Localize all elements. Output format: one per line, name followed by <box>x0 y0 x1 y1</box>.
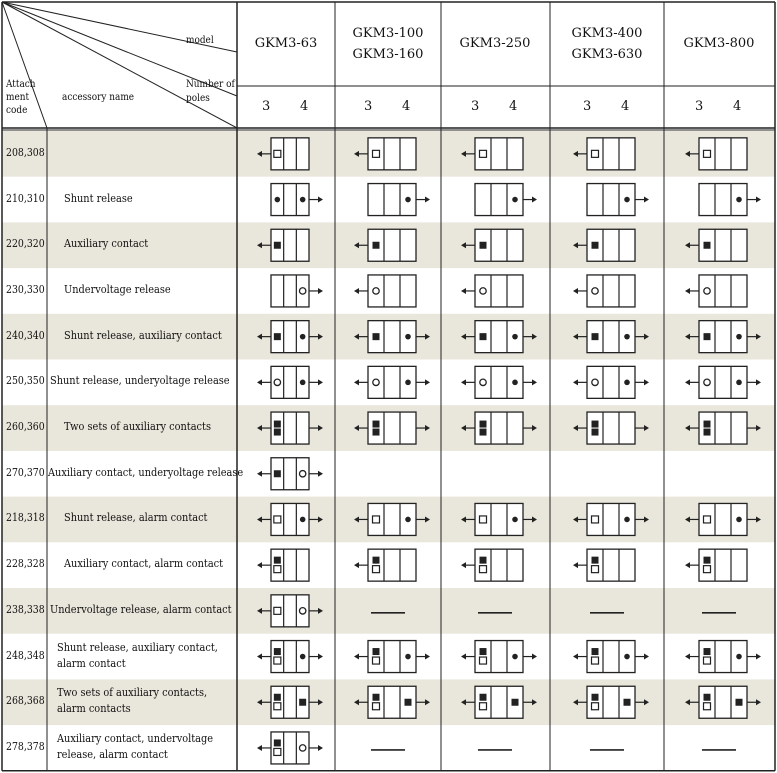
breaker-outline <box>587 275 635 307</box>
accessory-name: Auxiliary contact <box>64 236 149 251</box>
shunt-release-mark <box>512 517 518 523</box>
accessory-name: Auxiliary contact, alarm contact <box>64 556 224 571</box>
shunt-release-mark <box>624 334 630 340</box>
breaker-outline <box>368 412 416 444</box>
model-header-4: GKM3-400 <box>571 26 643 41</box>
accessory-symbol <box>257 458 323 490</box>
auxiliary-contact-mark <box>274 694 281 701</box>
accessory-symbol <box>461 366 537 398</box>
arrow-head <box>573 654 578 660</box>
attachment-code: 218,318 <box>6 511 45 525</box>
breaker-outline <box>475 275 523 307</box>
arrow-head <box>573 288 578 294</box>
auxiliary-contact-mark <box>736 699 743 706</box>
accessory-name: Two sets of auxiliary contacts, <box>57 685 208 700</box>
auxiliary-contact-mark <box>405 699 412 706</box>
model-header-1: GKM3-63 <box>254 36 318 51</box>
accessory-symbol <box>573 275 635 307</box>
accessory-symbol <box>271 184 323 216</box>
pole-number: 3 <box>471 99 480 114</box>
arrow-head <box>318 745 323 751</box>
arrow-head <box>257 471 262 477</box>
arrow-head <box>257 562 262 568</box>
auxiliary-contact-mark <box>373 333 380 340</box>
auxiliary-contact-mark <box>704 333 711 340</box>
accessory-name: Auxiliary contact, undervoltage <box>57 730 214 745</box>
accessory-name: alarm contacts <box>57 701 131 716</box>
shunt-release-mark <box>405 654 411 660</box>
shunt-release-mark <box>512 197 518 203</box>
code-header-label: code <box>6 104 28 116</box>
accessory-symbol <box>573 641 649 673</box>
accessory-symbol <box>257 549 309 581</box>
auxiliary-contact-mark <box>480 429 487 436</box>
shunt-release-mark <box>624 517 630 523</box>
arrow-head <box>257 379 262 385</box>
arrow-head <box>532 197 537 203</box>
pole-number: 4 <box>402 99 411 114</box>
shunt-release-mark <box>624 654 630 660</box>
accessory-symbol <box>685 275 747 307</box>
auxiliary-contact-mark <box>480 333 487 340</box>
accessory-symbol <box>573 549 635 581</box>
breaker-outline <box>475 138 523 170</box>
arrow-head <box>318 654 323 660</box>
attachment-code: 270,370 <box>6 465 45 479</box>
pole-number: 4 <box>509 99 518 114</box>
arrow-head <box>257 745 262 751</box>
auxiliary-contact-mark <box>592 694 599 701</box>
breaker-outline <box>368 275 416 307</box>
arrow-head <box>461 288 466 294</box>
pole-number: 3 <box>695 99 704 114</box>
arrow-head <box>354 562 359 568</box>
accessory-name: alarm contact <box>57 655 126 670</box>
auxiliary-contact-mark <box>373 557 380 564</box>
arrow-head <box>532 654 537 660</box>
accessory-name: Shunt release, alarm contact <box>64 510 208 525</box>
code-header-label: Attach <box>6 78 36 90</box>
model-header-2: GKM3-100 <box>352 26 424 41</box>
arrow-head <box>425 379 430 385</box>
pole-number: 4 <box>621 99 630 114</box>
auxiliary-contact-mark <box>274 421 281 428</box>
arrow-head <box>573 562 578 568</box>
attachment-code: 228,328 <box>6 557 45 571</box>
auxiliary-contact-mark <box>274 739 281 746</box>
auxiliary-contact-mark <box>624 699 631 706</box>
auxiliary-contact-mark <box>592 242 599 249</box>
shunt-release-mark <box>300 197 306 203</box>
code-header-label: ment <box>6 91 30 103</box>
arrow-head <box>644 379 649 385</box>
auxiliary-contact-mark <box>592 333 599 340</box>
accessory-symbol <box>257 732 323 764</box>
accessory-name: Auxiliary contact, underyoltage release <box>48 464 244 479</box>
arrow-head <box>318 288 323 294</box>
breaker-outline <box>368 138 416 170</box>
shunt-release-mark <box>275 334 281 340</box>
arrow-head <box>685 288 690 294</box>
model-label: model <box>186 34 214 46</box>
auxiliary-contact-mark <box>704 429 711 436</box>
auxiliary-contact-mark <box>704 694 711 701</box>
accessory-symbol <box>685 549 747 581</box>
auxiliary-contact-mark <box>480 694 487 701</box>
shunt-release-mark <box>300 517 306 523</box>
pole-number: 3 <box>583 99 592 114</box>
accessory-name: Undervoltage release <box>64 281 171 296</box>
attachment-code: 278,378 <box>6 739 45 753</box>
attachment-code: 240,340 <box>6 328 45 342</box>
auxiliary-contact-mark <box>299 699 306 706</box>
auxiliary-contact-mark <box>512 699 519 706</box>
auxiliary-contact-mark <box>274 429 281 436</box>
arrow-head <box>318 197 323 203</box>
breaker-outline <box>271 595 309 627</box>
poles-label: Number of <box>186 78 235 90</box>
arrow-head <box>644 654 649 660</box>
model-header-2: GKM3-160 <box>352 47 424 62</box>
breaker-outline <box>271 138 309 170</box>
breaker-outline <box>271 412 309 444</box>
shunt-release-mark <box>736 517 742 523</box>
shunt-release-mark <box>736 197 742 203</box>
accessory-symbol <box>461 549 523 581</box>
breaker-outline <box>699 138 747 170</box>
accessory-symbol <box>354 549 416 581</box>
accessory-symbol <box>354 275 416 307</box>
arrow-head <box>756 197 761 203</box>
attachment-code: 260,360 <box>6 420 45 434</box>
pole-number: 3 <box>364 99 373 114</box>
shunt-release-mark <box>275 197 281 203</box>
arrow-head <box>461 562 466 568</box>
arrow-head <box>461 379 466 385</box>
auxiliary-contact-mark <box>373 648 380 655</box>
shunt-release-mark <box>405 517 411 523</box>
shunt-release-mark <box>624 380 630 386</box>
accessory-name: Shunt release <box>64 190 133 205</box>
arrow-head <box>461 654 466 660</box>
accessory-name: Shunt release, auxiliary contact, <box>57 639 218 654</box>
auxiliary-contact-mark <box>592 429 599 436</box>
attachment-code: 210,310 <box>6 191 45 205</box>
shunt-release-mark <box>512 334 518 340</box>
auxiliary-contact-mark <box>480 242 487 249</box>
breaker-outline <box>271 275 309 307</box>
breaker-outline <box>699 275 747 307</box>
auxiliary-contact-mark <box>592 557 599 564</box>
auxiliary-contact-mark <box>704 648 711 655</box>
arrow-head <box>685 654 690 660</box>
arrow-head <box>257 654 262 660</box>
auxiliary-contact-mark <box>704 421 711 428</box>
arrow-head <box>685 562 690 568</box>
arrow-head <box>318 471 323 477</box>
arrow-head <box>354 288 359 294</box>
auxiliary-contact-mark <box>704 242 711 249</box>
accessory-symbol <box>475 184 537 216</box>
breaker-outline <box>587 138 635 170</box>
arrow-head <box>532 379 537 385</box>
auxiliary-contact-mark <box>373 694 380 701</box>
accessory-name: Two sets of auxiliary contacts <box>64 419 211 434</box>
auxiliary-contact-mark <box>480 557 487 564</box>
model-header-3: GKM3-250 <box>459 36 531 51</box>
attachment-code: 268,368 <box>6 694 45 708</box>
arrow-head <box>756 654 761 660</box>
accessory-name: release, alarm contact <box>57 746 168 761</box>
arrow-head <box>354 654 359 660</box>
accessory-symbol <box>699 184 761 216</box>
shunt-release-mark <box>300 654 306 660</box>
attachment-code: 248,348 <box>6 648 45 662</box>
accessory-name: Shunt release, underyoltage release <box>50 373 230 388</box>
arrow-head <box>425 654 430 660</box>
shunt-release-mark <box>736 334 742 340</box>
auxiliary-contact-mark <box>592 648 599 655</box>
auxiliary-contact-mark <box>373 421 380 428</box>
accessory-symbol <box>271 275 323 307</box>
accessory-symbol <box>685 641 761 673</box>
accessory-name-header: accessory name <box>62 91 135 103</box>
auxiliary-contact-mark <box>704 557 711 564</box>
attachment-code: 230,330 <box>6 282 45 296</box>
shunt-release-mark <box>512 654 518 660</box>
pole-number: 4 <box>733 99 742 114</box>
arrow-head <box>318 379 323 385</box>
auxiliary-contact-mark <box>274 470 281 477</box>
accessory-symbol <box>685 366 761 398</box>
shunt-release-mark <box>405 334 411 340</box>
arrow-head <box>756 379 761 385</box>
auxiliary-contact-mark <box>480 421 487 428</box>
arrow-head <box>685 379 690 385</box>
breaker-outline <box>587 412 635 444</box>
accessory-name: Undervoltage release, alarm contact <box>50 601 232 616</box>
attachment-code: 238,338 <box>6 602 45 616</box>
accessory-symbol <box>573 366 649 398</box>
shunt-release-mark <box>300 334 306 340</box>
accessory-symbol <box>257 366 323 398</box>
auxiliary-contact-mark <box>274 557 281 564</box>
accessory-symbol <box>587 184 649 216</box>
shunt-release-mark <box>512 380 518 386</box>
breaker-outline <box>699 412 747 444</box>
accessory-symbol <box>461 641 537 673</box>
header-diagonal <box>2 2 237 128</box>
auxiliary-contact-mark <box>274 242 281 249</box>
accessory-symbol <box>461 275 523 307</box>
arrow-head <box>354 379 359 385</box>
model-header-4: GKM3-630 <box>571 47 643 62</box>
shunt-release-mark <box>736 380 742 386</box>
pole-number: 4 <box>300 99 309 114</box>
model-header-5: GKM3-800 <box>683 36 755 51</box>
auxiliary-contact-mark <box>592 421 599 428</box>
auxiliary-contact-mark <box>373 242 380 249</box>
accessory-symbol <box>257 641 323 673</box>
auxiliary-contact-mark <box>373 429 380 436</box>
attachment-code: 220,320 <box>6 237 45 251</box>
arrow-head <box>573 379 578 385</box>
auxiliary-contact-mark <box>480 648 487 655</box>
poles-label: poles <box>186 92 210 104</box>
pole-number: 3 <box>262 99 271 114</box>
breaker-outline <box>475 412 523 444</box>
attachment-code: 208,308 <box>6 145 45 159</box>
shunt-release-mark <box>405 380 411 386</box>
shunt-release-mark <box>624 197 630 203</box>
accessory-name: Shunt release, auxiliary contact <box>64 327 222 342</box>
accessory-symbol <box>354 366 430 398</box>
shunt-release-mark <box>405 197 411 203</box>
accessory-symbol <box>354 641 430 673</box>
attachment-code: 250,350 <box>6 374 45 388</box>
shunt-release-mark <box>300 380 306 386</box>
arrow-head <box>425 197 430 203</box>
shunt-release-mark <box>736 654 742 660</box>
arrow-head <box>644 197 649 203</box>
auxiliary-contact-mark <box>274 648 281 655</box>
accessory-symbol <box>368 184 430 216</box>
